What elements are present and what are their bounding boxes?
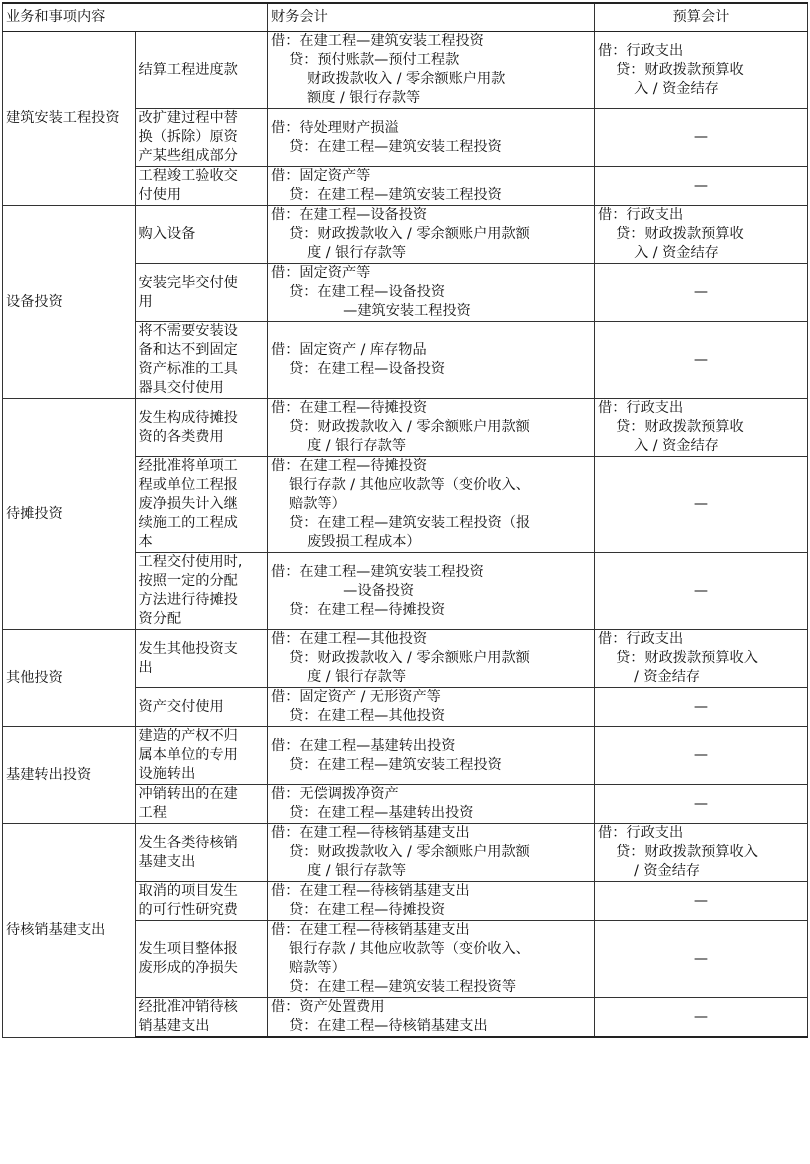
financial-entry-cell-line: 贷：在建工程—建筑安装工程投资	[271, 187, 502, 203]
budget-entry-cell-line: 入 / 资金结存	[598, 80, 719, 97]
financial-entry-cell-line: 借：在建工程—待摊投资	[271, 400, 428, 416]
financial-entry-cell-line: 赔款等）	[271, 960, 346, 976]
budget-entry-cell-line: —	[693, 177, 709, 194]
item-cell	[135, 457, 268, 553]
budget-entry-cell	[595, 167, 808, 206]
table-row	[3, 630, 808, 688]
budget-entry-cell	[595, 824, 808, 882]
item-cell-line: 备和达不到固定	[138, 342, 238, 358]
budget-entry-cell-line: —	[693, 795, 709, 812]
financial-entry-cell-line: 银行存款 / 其他应收款等（变价收入、	[271, 941, 530, 957]
group-name: 基建转出投资	[3, 727, 136, 824]
financial-entry-cell	[268, 32, 595, 109]
header-financial-accounting: 财务会计	[268, 3, 595, 32]
financial-entry-cell-line: 借：在建工程—设备投资	[271, 207, 428, 223]
item-cell-line: 废形成的净损失	[138, 960, 238, 976]
budget-entry-cell-line: 贷：财政拨款预算收	[598, 61, 744, 78]
financial-entry-cell-line: 借：在建工程—其他投资	[271, 631, 428, 647]
financial-entry-cell-line: 贷：预付账款—预付工程款	[271, 52, 460, 68]
item-cell	[135, 998, 268, 1038]
financial-entry-cell-line: 借：在建工程—基建转出投资	[271, 737, 456, 754]
item-cell-line: 设施转出	[138, 766, 196, 782]
financial-entry-cell-line: 度 / 银行存款等	[271, 669, 407, 685]
item-cell-line: 改扩建过程中替	[138, 110, 238, 126]
item-cell-line: 发生项目整体报	[138, 941, 238, 957]
budget-entry-cell-line: 借：行政支出	[598, 42, 684, 59]
financial-entry-cell	[268, 457, 595, 553]
item-cell-line: 工程竣工验收交	[138, 168, 238, 184]
financial-entry-cell	[268, 264, 595, 322]
item-cell-line: 程或单位工程报	[138, 477, 238, 493]
item-cell-line: 用	[138, 293, 153, 310]
item-cell-line: 废净损失计入继	[138, 496, 238, 512]
item-cell-line: 资分配	[138, 611, 182, 627]
budget-entry-cell-line: 借：行政支出	[598, 207, 684, 223]
budget-entry-cell-line: —	[693, 284, 709, 300]
item-cell-line: 建造的产权不归	[138, 728, 238, 744]
financial-entry-cell-line: 额度 / 银行存款等	[271, 90, 421, 106]
financial-entry-cell	[268, 785, 595, 824]
item-cell-line: 资产标准的工具	[138, 361, 238, 377]
budget-entry-cell-line: 借：行政支出	[598, 631, 684, 647]
financial-entry-cell-line: 借：无偿调拨净资产	[271, 786, 399, 802]
financial-entry-cell-line: 贷：在建工程—建筑安装工程投资	[271, 756, 502, 773]
item-cell-line: 发生各类待核销	[138, 834, 238, 851]
group-name: 待摊投资	[3, 399, 136, 630]
financial-entry-cell-line: 贷：在建工程—其他投资	[271, 708, 446, 724]
budget-entry-cell-line: 入 / 资金结存	[598, 438, 719, 454]
budget-entry-cell-line: —	[693, 496, 709, 512]
budget-entry-cell	[595, 998, 808, 1038]
budget-entry-cell	[595, 785, 808, 824]
budget-entry-cell-line: —	[693, 1008, 709, 1025]
item-cell	[135, 688, 268, 727]
financial-entry-cell	[268, 688, 595, 727]
financial-entry-cell	[268, 727, 595, 785]
financial-entry-cell-line: 借：在建工程—待摊投资	[271, 458, 428, 474]
item-cell-line: 续施工的工程成	[138, 515, 238, 531]
table-row	[3, 727, 808, 785]
financial-entry-cell-line: 借：在建工程—待核销基建支出	[271, 883, 470, 899]
financial-entry-cell-line: —建筑安装工程投资	[271, 303, 471, 319]
financial-entry-cell	[268, 630, 595, 688]
item-cell-line: 经批准将单项工	[138, 458, 238, 474]
financial-entry-cell	[268, 399, 595, 457]
item-cell-line: 工程交付使用时,	[138, 554, 243, 570]
financial-entry-cell	[268, 322, 595, 399]
budget-entry-cell	[595, 921, 808, 998]
budget-entry-cell-line: —	[693, 892, 709, 909]
budget-entry-cell-line: / 资金结存	[598, 669, 701, 685]
item-cell-line: 发生构成待摊投	[138, 409, 238, 426]
financial-entry-cell	[268, 206, 595, 264]
header-business: 业务和事项内容	[3, 3, 268, 32]
financial-entry-cell-line: 借：在建工程—建筑安装工程投资	[271, 33, 484, 49]
budget-entry-cell-line: 贷：财政拨款预算收入	[598, 844, 758, 860]
financial-entry-cell-line: 贷：财政拨款收入 / 零余额账户用款额	[271, 650, 530, 666]
budget-entry-cell	[595, 630, 808, 688]
budget-entry-cell	[595, 109, 808, 167]
table-body	[3, 32, 808, 1038]
item-cell-line: 冲销转出的在建	[138, 786, 238, 802]
financial-entry-cell-line: 贷：在建工程—设备投资	[271, 284, 446, 300]
financial-entry-cell-line: 贷：在建工程—待核销基建支出	[271, 1018, 488, 1034]
financial-entry-cell-line: 贷：在建工程—建筑安装工程投资等	[271, 979, 517, 995]
table-row	[3, 32, 808, 109]
item-cell-line: 产某些组成部分	[138, 148, 238, 164]
budget-entry-cell	[595, 882, 808, 921]
financial-entry-cell	[268, 998, 595, 1038]
item-cell	[135, 206, 268, 264]
financial-entry-cell-line: 借：固定资产 / 无形资产等	[271, 689, 441, 705]
budget-entry-cell-line: 借：行政支出	[598, 400, 684, 416]
budget-entry-cell	[595, 688, 808, 727]
financial-entry-cell-line: 贷：财政拨款收入 / 零余额账户用款额	[271, 226, 530, 242]
financial-entry-cell-line: 贷：在建工程—建筑安装工程投资	[271, 138, 502, 155]
item-cell-line: 方法进行待摊投	[138, 592, 238, 608]
item-cell-line: 取消的项目发生	[138, 883, 238, 899]
financial-entry-cell-line: 贷：在建工程—基建转出投资	[271, 805, 474, 821]
item-cell-line: 工程	[138, 805, 167, 821]
budget-entry-cell-line: —	[693, 129, 709, 145]
header-budget-accounting: 预算会计	[595, 3, 808, 32]
group-name: 待核销基建支出	[3, 824, 136, 1038]
financial-entry-cell-line: 贷：在建工程—建筑安装工程投资（报	[271, 515, 531, 531]
item-cell	[135, 109, 268, 167]
table-row	[3, 824, 808, 882]
financial-entry-cell-line: 度 / 银行存款等	[271, 863, 407, 879]
item-cell-line: 基建支出	[138, 853, 196, 870]
item-cell-line: 资产交付使用	[138, 698, 224, 715]
financial-entry-cell-line: 贷：财政拨款收入 / 零余额账户用款额	[271, 419, 530, 435]
item-cell-line: 安装完毕交付使	[138, 274, 238, 291]
financial-entry-cell-line: 银行存款 / 其他应收款等（变价收入、	[271, 477, 530, 493]
item-cell-line: 将不需要安装设	[138, 323, 238, 339]
financial-entry-cell-line: 贷：在建工程—待摊投资	[271, 601, 446, 618]
group-name: 其他投资	[3, 630, 136, 727]
budget-entry-cell	[595, 322, 808, 399]
budget-entry-cell	[595, 32, 808, 109]
budget-entry-cell-line: 贷：财政拨款预算收	[598, 226, 744, 242]
financial-entry-cell-line: 借：在建工程—建筑安装工程投资	[271, 563, 484, 580]
table-row	[3, 206, 808, 264]
accounting-table	[2, 2, 808, 1038]
financial-entry-cell-line: 度 / 银行存款等	[271, 245, 407, 261]
financial-entry-cell-line: 借：待处理财产损溢	[271, 119, 399, 136]
financial-entry-cell-line: 借：固定资产等	[271, 265, 371, 281]
budget-entry-cell-line: —	[693, 698, 709, 715]
budget-entry-cell	[595, 457, 808, 553]
item-cell-line: 经批准冲销待核	[138, 999, 238, 1015]
budget-entry-cell	[595, 553, 808, 630]
budget-entry-cell-line: —	[693, 351, 709, 368]
item-cell	[135, 921, 268, 998]
financial-entry-cell-line: 借：在建工程—待核销基建支出	[271, 825, 470, 841]
item-cell	[135, 785, 268, 824]
financial-entry-cell-line: 借：固定资产等	[271, 168, 371, 184]
group-name: 建筑安装工程投资	[3, 32, 136, 206]
budget-entry-cell-line: 贷：财政拨款预算收	[598, 419, 744, 435]
financial-entry-cell	[268, 824, 595, 882]
financial-entry-cell	[268, 882, 595, 921]
financial-entry-cell-line: 赔款等）	[271, 496, 346, 512]
budget-entry-cell	[595, 399, 808, 457]
financial-entry-cell-line: 借：资产处置费用	[271, 999, 385, 1015]
item-cell-line: 本	[138, 534, 153, 550]
financial-entry-cell	[268, 167, 595, 206]
item-cell-line: 属本单位的专用	[138, 747, 238, 763]
financial-entry-cell-line: 贷：在建工程—设备投资	[271, 361, 446, 377]
financial-entry-cell-line: 借：在建工程—待核销基建支出	[271, 922, 470, 938]
item-cell-line: 发生其他投资支	[138, 640, 238, 657]
financial-entry-cell	[268, 921, 595, 998]
financial-entry-cell-line: 贷：在建工程—待摊投资	[271, 902, 446, 918]
item-cell-line: 付使用	[138, 187, 182, 203]
financial-entry-cell-line: 借：固定资产 / 库存物品	[271, 342, 427, 358]
item-cell-line: 资的各类费用	[138, 428, 224, 445]
financial-entry-cell	[268, 553, 595, 630]
budget-entry-cell-line: 贷：财政拨款预算收入	[598, 650, 758, 666]
item-cell-line: 购入设备	[138, 226, 196, 242]
item-cell-line: 换（拆除）原资	[138, 129, 238, 145]
item-cell	[135, 553, 268, 630]
table-row	[3, 399, 808, 457]
item-cell	[135, 824, 268, 882]
budget-entry-cell-line: —	[693, 582, 709, 599]
budget-entry-cell-line: —	[693, 950, 709, 967]
item-cell	[135, 167, 268, 206]
item-cell	[135, 727, 268, 785]
financial-entry-cell-line: 财政拨款收入 / 零余额账户用款	[271, 71, 506, 87]
financial-entry-cell-line: 度 / 银行存款等	[271, 438, 407, 454]
item-cell-line: 的可行性研究费	[138, 902, 238, 918]
budget-entry-cell	[595, 727, 808, 785]
item-cell	[135, 399, 268, 457]
item-cell-line: 按照一定的分配	[138, 573, 238, 589]
item-cell	[135, 32, 268, 109]
budget-entry-cell-line: —	[693, 747, 709, 763]
item-cell-line: 器具交付使用	[138, 380, 224, 396]
item-cell	[135, 264, 268, 322]
financial-entry-cell-line: 废毁损工程成本）	[271, 534, 421, 550]
financial-entry-cell-line: 贷：财政拨款收入 / 零余额账户用款额	[271, 844, 530, 860]
budget-entry-cell-line: / 资金结存	[598, 863, 701, 879]
group-name: 设备投资	[3, 206, 136, 399]
item-cell-line: 出	[138, 659, 153, 676]
financial-entry-cell	[268, 109, 595, 167]
header-row	[3, 3, 808, 32]
financial-entry-cell-line: —设备投资	[271, 582, 415, 599]
budget-entry-cell-line: 入 / 资金结存	[598, 245, 719, 261]
item-cell-line: 销基建支出	[138, 1018, 210, 1034]
item-cell	[135, 630, 268, 688]
budget-entry-cell	[595, 206, 808, 264]
item-cell	[135, 322, 268, 399]
item-cell-line: 结算工程进度款	[138, 61, 238, 78]
budget-entry-cell	[595, 264, 808, 322]
item-cell	[135, 882, 268, 921]
budget-entry-cell-line: 借：行政支出	[598, 825, 684, 841]
